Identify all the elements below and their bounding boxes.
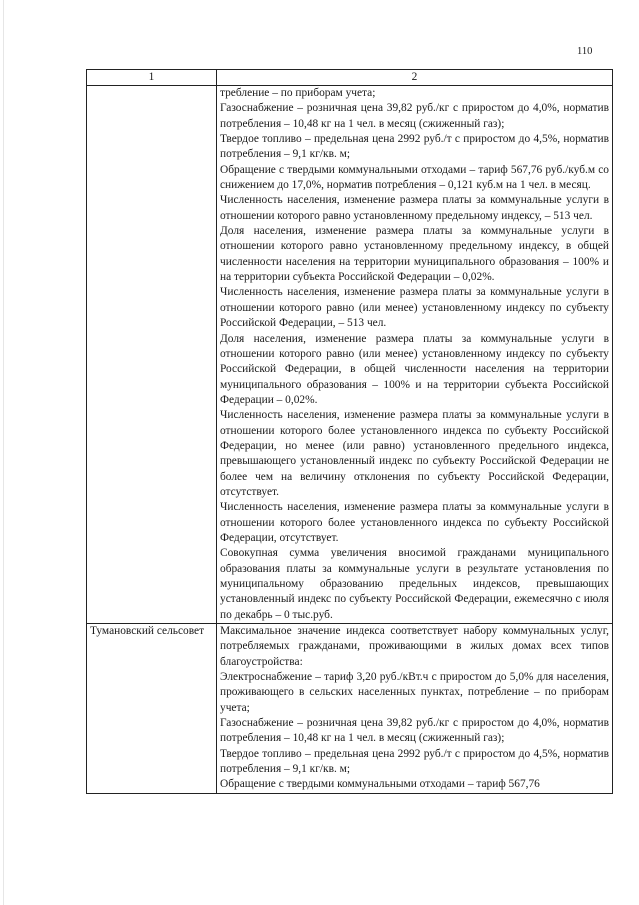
description-cell bbox=[217, 624, 613, 794]
paragraph: Численность населения, изменение размера платы за коммунальные услуги в отношении которого более установленного индекса по субъекту Российской Федерации, отсутствует. bbox=[220, 501, 609, 544]
municipality-cell: Тумановский сельсовет bbox=[87, 624, 217, 794]
municipality-cell bbox=[87, 86, 217, 624]
column-header-2: 2 bbox=[217, 70, 613, 86]
description-cell bbox=[217, 86, 613, 624]
paragraph: Твердое топливо – предельная цена 2992 руб./т с приростом до 4,5%, норматив потребления – 9,1 кг/кв. м; bbox=[220, 747, 609, 776]
page-number: 110 bbox=[577, 46, 593, 57]
paragraph: Твердое топливо – предельная цена 2992 руб./т с приростом до 4,5%, норматив потребления – 9,1 кг/кв. м; bbox=[220, 133, 609, 161]
paragraph: Совокупная сумма увеличения вносимой гражданами муниципального образования платы за коммунальные услуги в результате установления по муниципальному образованию предельных индексов, превышающих установленный индекс по субъекту Российской Федерации, ежемесячно с июля по декабрь – 0 тыс.руб. bbox=[220, 547, 609, 621]
paragraph: Максимальное значение индекса соответствует набору коммунальных услуг, потребляемых гражданами, проживающими в жилых домах всех типов благоустройства: bbox=[220, 625, 609, 668]
column-header-1: 1 bbox=[87, 70, 217, 86]
paragraph: Обращение с твердыми коммунальными отходами – тариф 567,76 bbox=[220, 778, 540, 791]
paragraph: Обращение с твердыми коммунальными отходами – тариф 567,76 руб./куб.м со снижением до 17,0%, норматив потребления – 0,121 куб.м на 1 чел. в месяц. bbox=[220, 163, 609, 192]
paragraph: Электроснабжение – тариф 3,20 руб./кВт.ч с приростом до 5,0% для населения, проживающего в сельских населенных пунктах, потребление – по приборам учета; bbox=[220, 671, 609, 714]
paragraph: Доля населения, изменение размера платы за коммунальные услуги в отношении которого равно (или менее) установленному индексу по субъекту Российской Федерации, в общей численности населения на территории муниципального образования – 100% и на территории субъекта Российской Федерации – 0,02%. bbox=[220, 332, 609, 406]
table-header-row bbox=[87, 70, 613, 86]
paragraph: Численность населения, изменение размера платы за коммунальные услуги в отношении которого равно установленному предельному индексу, – 513 чел. bbox=[220, 194, 609, 222]
table-row bbox=[87, 86, 613, 624]
scan-edge-line bbox=[3, 0, 4, 905]
paragraph: Численность населения, изменение размера платы за коммунальные услуги в отношении которого равно (или менее) установленному индексу по субъекту Российской Федерации, – 513 чел. bbox=[220, 286, 609, 330]
paragraph: Доля населения, изменение размера платы за коммунальные услуги в отношении которого равно установленному предельному индексу, в общей численности населения на территории муниципального образования – 100% и на территории субъекта Российской Федерации – 0,02%. bbox=[220, 225, 609, 284]
paragraph: Газоснабжение – розничная цена 39,82 руб./кг с приростом до 4,0%, норматив потребления – 10,48 кг на 1 чел. в месяц (сжиженный газ); bbox=[220, 102, 609, 130]
paragraph: требление – по приборам учета; bbox=[220, 87, 376, 99]
tariff-table bbox=[86, 69, 613, 794]
paragraph: Газоснабжение – розничная цена 39,82 руб./кг с приростом до 4,0%, норматив потребления – 10,48 кг на 1 чел. в месяц (сжиженный газ); bbox=[220, 717, 609, 745]
paragraph: Численность населения, изменение размера платы за коммунальные услуги в отношении которого более установленного индекса по субъекту Российской Федерации, но менее (или равно) установленного предельного индекса, превышающего установленный индекс по субъекту Российской Федерации не более чем на величину отклонения по субъекту Российской Федерации, отсутствует. bbox=[220, 409, 609, 498]
table-row bbox=[87, 624, 613, 794]
